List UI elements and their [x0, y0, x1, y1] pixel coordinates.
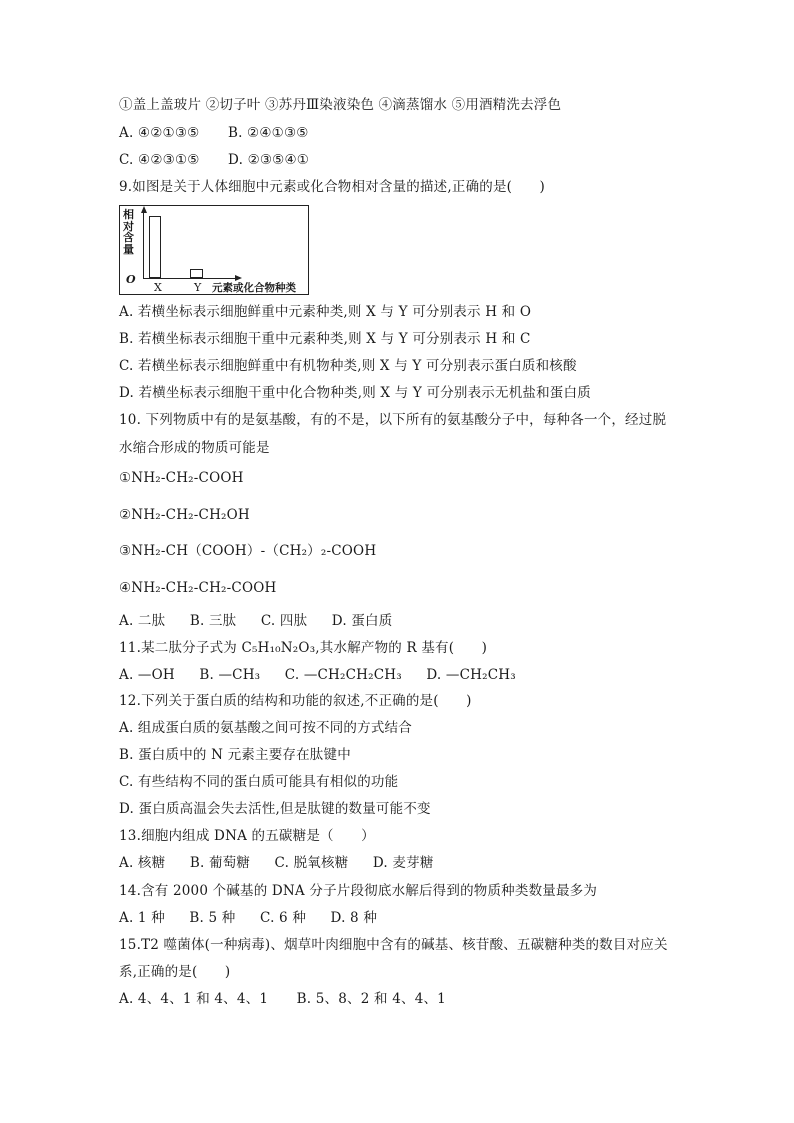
chart-y-axis-label: 相对含量: [123, 208, 134, 256]
q15-option-b: B. 5、8、2 和 4、4、1: [296, 991, 446, 1007]
q9-option-d: D. 若横坐标表示细胞干重中化合物种类,则 X 与 Y 可分别表示无机盐和蛋白质: [119, 385, 591, 401]
q12-stem: 12.下列关于蛋白质的结构和功能的叙述,不正确的是( ): [119, 693, 472, 709]
q14-option-c: C. 6 种: [260, 910, 307, 926]
q10-item-2: ②NH₂-CH₂-CH₂OH: [119, 507, 250, 523]
q15-options: [119, 990, 446, 1008]
q9-option-c: C. 若横坐标表示细胞鲜重中有机物种类,则 X 与 Y 可分别表示蛋白质和核酸: [119, 358, 577, 374]
q10-stem-line-2: 水缩合形成的物质可能是: [119, 440, 270, 456]
q10-option-b: B. 三肽: [189, 613, 237, 629]
chart-x-axis-label: 元素或化合物种类: [212, 282, 296, 294]
q13-options: [119, 854, 434, 872]
q10-stem-line-1: 10. 下列物质中有的是氨基酸，有的不是，以下所有的氨基酸分子中，每种各一个，经过脱: [119, 412, 667, 428]
q8-option-b: B. ②④①③⑤: [227, 125, 309, 141]
q14-option-d: D. 8 种: [330, 910, 378, 926]
q12-option-b: B. 蛋白质中的 N 元素主要存在肽键中: [119, 747, 351, 763]
q15-stem-line-2: 系,正确的是( ): [119, 964, 231, 980]
q13-option-b: B. 葡萄糖: [189, 855, 251, 871]
chart-bar-y: [190, 269, 203, 278]
q10-item-3: ③NH₂-CH（COOH）-（CH₂）₂-COOH: [119, 543, 377, 559]
q8-option-a: A. ④②①③⑤: [119, 125, 200, 141]
q14-option-b: B. 5 种: [189, 910, 236, 926]
q10-option-a: A. 二肽: [119, 613, 166, 629]
q8-steps: ①盖上盖玻片 ②切子叶 ③苏丹Ⅲ染液染色 ④滴蒸馏水 ⑤用酒精洗去浮色: [119, 97, 562, 113]
q13-option-d: D. 麦芽糖: [372, 855, 434, 871]
q11-option-d: D. —CH₂CH₃: [426, 667, 516, 683]
q12-option-c: C. 有些结构不同的蛋白质可能具有相似的功能: [119, 774, 399, 790]
q12-option-a: A. 组成蛋白质的氨基酸之间可按不同的方式结合: [119, 720, 412, 736]
q14-options: [119, 909, 377, 927]
chart-category-x: X: [154, 281, 162, 294]
q14-option-a: A. 1 种: [119, 910, 165, 926]
q12-option-d: D. 蛋白质高温会失去活性,但是肽键的数量可能不变: [119, 801, 431, 817]
chart-bar-x: [149, 216, 161, 278]
q13-stem: 13.细胞内组成 DNA 的五碳糖是（ ）: [119, 828, 375, 844]
q11-option-b: B. —CH₃: [199, 667, 261, 683]
q11-option-c: C. —CH₂CH₂CH₃: [284, 667, 402, 683]
q11-stem: 11.某二肽分子式为 C₅H₁₀N₂O₃,其水解产物的 R 基有( ): [119, 640, 488, 656]
y-axis: [143, 212, 144, 278]
q10-options: [119, 612, 392, 630]
q8-option-d: D. ②③⑤④①: [228, 152, 310, 168]
q13-option-a: A. 核糖: [119, 855, 166, 871]
chart-origin-label: O: [126, 273, 136, 286]
q10-option-c: C. 四肽: [260, 613, 308, 629]
q9-option-b: B. 若横坐标表示细胞干重中元素种类,则 X 与 Y 可分别表示 H 和 C: [119, 331, 531, 347]
q14-stem: 14.含有 2000 个碱基的 DNA 分子片段彻底水解后得到的物质种类数量最多为: [119, 883, 598, 899]
q11-option-a: A. —OH: [119, 667, 175, 683]
q13-option-c: C. 脱氧核糖: [274, 855, 349, 871]
q9-stem: 9.如图是关于人体细胞中元素或化合物相对含量的描述,正确的是( ): [119, 179, 546, 195]
q10-option-d: D. 蛋白质: [331, 613, 393, 629]
q8-option-c: C. ④②③①⑤: [119, 152, 200, 168]
q8-options-row-1: [119, 124, 309, 142]
chart-category-y: Y: [194, 281, 202, 294]
q8-options-row-2: [119, 151, 309, 169]
q9-option-a: A. 若横坐标表示细胞鲜重中元素种类,则 X 与 Y 可分别表示 H 和 O: [119, 304, 532, 320]
q11-options: [119, 666, 516, 684]
q10-item-4: ④NH₂-CH₂-CH₂-COOH: [119, 580, 277, 596]
x-axis-arrow: [235, 275, 242, 281]
q15-stem-line-1: 15.T2 噬菌体(一种病毒)、烟草叶肉细胞中含有的碱基、核苷酸、五碳糖种类的数目对应关: [119, 937, 668, 953]
x-axis: [143, 278, 237, 279]
q10-item-1: ①NH₂-CH₂-COOH: [119, 470, 244, 486]
q9-bar-chart: [119, 205, 309, 295]
q15-option-a: A. 4、4、1 和 4、4、1: [119, 991, 269, 1007]
